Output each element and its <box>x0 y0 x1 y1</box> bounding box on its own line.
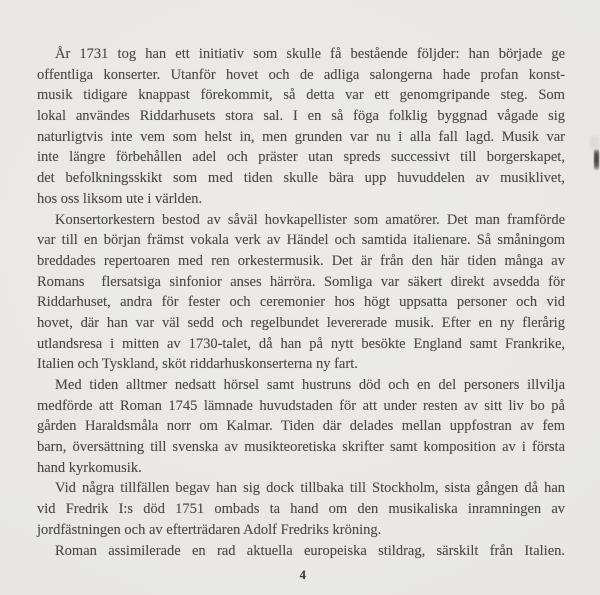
text-line: Riddarhuset, andra för fester och ceremonier hos högt uppsatta personer och vid <box>37 294 566 311</box>
text-line: naturligtvis inte vem som helst in, men grunden var nu i alla fall lagd. Musik var <box>37 128 565 145</box>
text-line: hos oss liksom ute i världen. <box>37 190 203 207</box>
text-line: utlandsresa i mitten av 1730-talet, då han på nytt besökte England samt Frankrike, <box>37 335 566 352</box>
text-line: Roman assimilerade en rad aktuella europeiska stildrag, särskilt från Italien. <box>55 542 566 559</box>
text-line: vid Fredrik I:s död 1751 ombads ta hand om den musikaliska inramningen av <box>37 501 566 518</box>
scan-smudge <box>594 149 599 170</box>
text-line: Konsertorkestern bestod av såväl hovkapellister som amatörer. Det man framförde <box>55 211 566 228</box>
paragraph <box>37 541 565 562</box>
paragraph <box>37 478 565 540</box>
text-line: musik tidigare knappast förekommit, så detta var ett genomgripande steg. Som <box>37 87 565 104</box>
text-line: gården Haraldsmåla norr om Kalmar. Tiden där delades mellan uppfostran av fem <box>37 418 566 435</box>
text-line: Romans flersatsiga sinfonior anses härröra. Somliga var säkert direkt avsedda för <box>37 273 566 290</box>
text-line: lokal användes Riddarhusets stora sal. I en så föga folklig byggnad vågade sig <box>37 108 566 125</box>
text-line: inte längre förbehållen adel och präster utan spreds successivt till borgerskapet, <box>37 149 565 166</box>
text-line: var till en början främst vokala verk av Händel och samtida italienare. Så småningom <box>37 232 566 249</box>
text-line: Vid några tillfällen begav han sig dock tillbaka till Stockholm, sista gången då han <box>55 480 566 497</box>
paragraph <box>37 210 565 376</box>
text-line: offentliga konserter. Utanför hovet och de adliga salongerna hade profan konst- <box>37 66 565 83</box>
text-line: Med tiden alltmer nedsatt hörsel samt hustruns död och en del personers illvilja <box>55 377 565 393</box>
text-line: medförde att Roman 1745 lämnade huvudstaden för att under resten av sitt liv bo på <box>37 397 565 414</box>
text-line: breddades repertoaren med ren orkestermusik. Det är från den här tiden många av <box>37 252 565 269</box>
paragraph <box>37 44 565 210</box>
text-line: det befolkningsskikt som med tiden skulle bära upp huvuddelen av musiklivet, <box>37 170 565 187</box>
text-line: barn, översättning till svenska av musikteoretiska skrifter samt komposition av i första <box>37 439 566 456</box>
text-line: hand kyrkomusik. <box>37 459 142 476</box>
page-number: 4 <box>299 568 307 582</box>
paragraph <box>37 375 565 478</box>
text-line: År 1731 tog han ett initiativ som skulle få bestående följder: han började ge <box>55 46 566 62</box>
text-line: jordfästningen och av efterträdaren Adolf Fredriks kröning. <box>37 521 382 538</box>
text-line: Italien och Tyskland, sköt riddarhuskonserterna ny fart. <box>37 356 358 373</box>
page-text <box>37 44 565 561</box>
text-line: hovet, där han var väl sedd och regelbundet levererade musik. Efter en ny flerårig <box>37 314 565 331</box>
